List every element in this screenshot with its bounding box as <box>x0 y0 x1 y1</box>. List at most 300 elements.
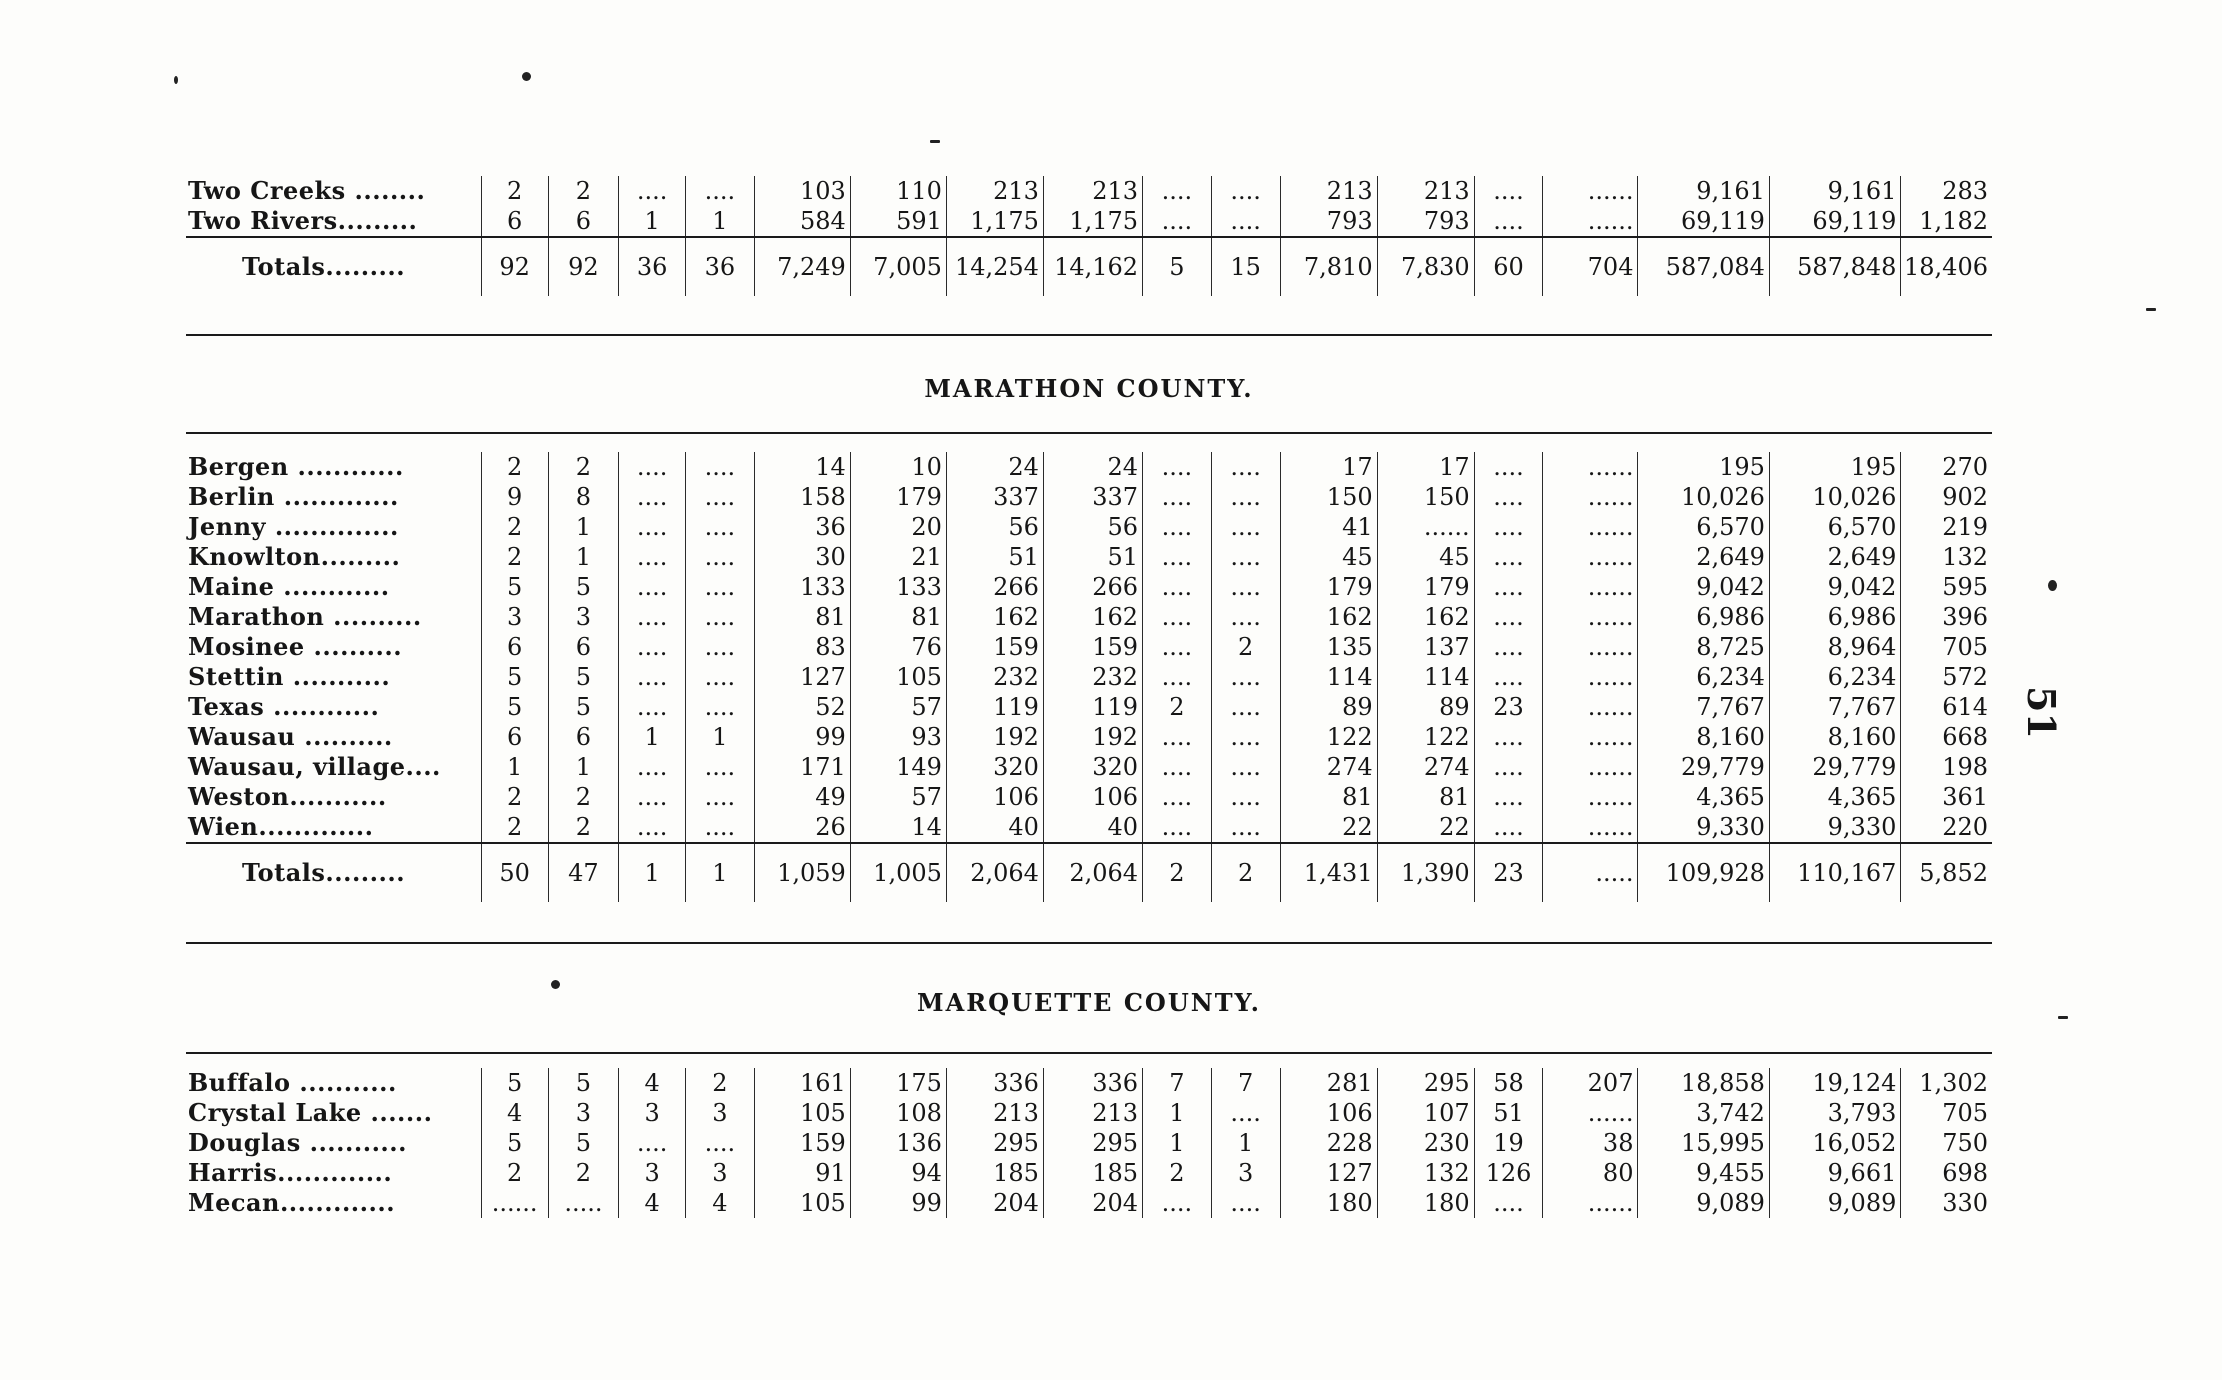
cell-c8: 2,064 <box>1043 843 1142 902</box>
cell-c4: 2 <box>686 1068 755 1098</box>
table-row <box>186 752 1992 782</box>
cell-c13: .... <box>1474 752 1543 782</box>
cell-c6: 10 <box>850 452 946 482</box>
cell-c15: 3,742 <box>1638 1098 1769 1128</box>
cell-c3: 3 <box>619 1098 686 1128</box>
table-row <box>186 572 1992 602</box>
cell-c11: 180 <box>1280 1188 1377 1218</box>
cell-c10: .... <box>1211 542 1280 572</box>
cell-c2: 2 <box>548 812 619 843</box>
cell-c16: 8,160 <box>1769 722 1900 752</box>
cell-c10: 1 <box>1211 1128 1280 1158</box>
cell-c1: 5 <box>481 1128 548 1158</box>
divider-rule <box>186 1052 1992 1054</box>
town-name: Stettin ........... <box>188 662 391 691</box>
cell-c9: .... <box>1143 206 1212 237</box>
cell-c17: 1,182 <box>1901 206 1992 237</box>
cell-c11: 793 <box>1280 206 1377 237</box>
cell-c16: 2,649 <box>1769 542 1900 572</box>
cell-c2: 1 <box>548 752 619 782</box>
cell-c10: .... <box>1211 452 1280 482</box>
cell-c12: 213 <box>1377 176 1474 206</box>
cell-c7: 320 <box>946 752 1043 782</box>
cell-c13: 126 <box>1474 1158 1543 1188</box>
cell-c13: 23 <box>1474 843 1543 902</box>
table-row <box>186 1128 1992 1158</box>
cell-c9: 1 <box>1143 1128 1212 1158</box>
cell-c4: 3 <box>686 1098 755 1128</box>
cell-c5: 30 <box>754 542 850 572</box>
cell-c3: .... <box>619 632 686 662</box>
cell-c14: ...... <box>1543 482 1638 512</box>
cell-c7: 159 <box>946 632 1043 662</box>
cell-c8: 192 <box>1043 722 1142 752</box>
cell-c9: .... <box>1143 452 1212 482</box>
cell-c14: ...... <box>1543 752 1638 782</box>
cell-c15: 6,234 <box>1638 662 1769 692</box>
totals-row <box>186 843 1992 902</box>
cell-c13: .... <box>1474 482 1543 512</box>
cell-c17: 219 <box>1901 512 1992 542</box>
cell-c11: 89 <box>1280 692 1377 722</box>
cell-c5: 161 <box>754 1068 850 1098</box>
cell-c17: 283 <box>1901 176 1992 206</box>
cell-c4: 1 <box>686 843 755 902</box>
cell-c2: 2 <box>548 452 619 482</box>
cell-c11: 122 <box>1280 722 1377 752</box>
cell-c9: 7 <box>1143 1068 1212 1098</box>
cell-c4: .... <box>686 572 755 602</box>
table-row <box>186 782 1992 812</box>
data-table <box>186 176 1992 296</box>
cell-c5: 127 <box>754 662 850 692</box>
cell-c15: 587,084 <box>1638 237 1769 296</box>
cell-c10: .... <box>1211 602 1280 632</box>
cell-c5: 159 <box>754 1128 850 1158</box>
cell-c11: 281 <box>1280 1068 1377 1098</box>
ink-speck <box>930 140 940 143</box>
cell-c15: 9,455 <box>1638 1158 1769 1188</box>
cell-c3: .... <box>619 572 686 602</box>
cell-c17: 902 <box>1901 482 1992 512</box>
town-name: Bergen ............ <box>188 452 404 481</box>
cell-c17: 614 <box>1901 692 1992 722</box>
cell-c12: 7,830 <box>1377 237 1474 296</box>
cell-c8: 14,162 <box>1043 237 1142 296</box>
cell-c14: ...... <box>1543 206 1638 237</box>
cell-c10: .... <box>1211 1188 1280 1218</box>
cell-c1: 2 <box>481 1158 548 1188</box>
town-name: Texas ............ <box>188 692 380 721</box>
data-table <box>186 452 1992 902</box>
table-row <box>186 602 1992 632</box>
cell-c13: .... <box>1474 782 1543 812</box>
cell-c3: 1 <box>619 206 686 237</box>
cell-c7: 14,254 <box>946 237 1043 296</box>
cell-c14: ...... <box>1543 542 1638 572</box>
cell-c16: 6,570 <box>1769 512 1900 542</box>
cell-c8: 213 <box>1043 176 1142 206</box>
cell-c11: 213 <box>1280 176 1377 206</box>
cell-c11: 22 <box>1280 812 1377 843</box>
cell-c6: 175 <box>850 1068 946 1098</box>
cell-c4: .... <box>686 782 755 812</box>
cell-c2: 3 <box>548 602 619 632</box>
cell-c2: 47 <box>548 843 619 902</box>
cell-c12: 1,390 <box>1377 843 1474 902</box>
cell-c16: 16,052 <box>1769 1128 1900 1158</box>
cell-c14: ...... <box>1543 572 1638 602</box>
cell-c16: 3,793 <box>1769 1098 1900 1128</box>
cell-c6: 179 <box>850 482 946 512</box>
cell-c6: 1,005 <box>850 843 946 902</box>
cell-c9: 2 <box>1143 843 1212 902</box>
cell-c4: .... <box>686 632 755 662</box>
cell-c5: 99 <box>754 722 850 752</box>
cell-c10: .... <box>1211 206 1280 237</box>
cell-c10: .... <box>1211 782 1280 812</box>
cell-c12: 230 <box>1377 1128 1474 1158</box>
cell-c9: 2 <box>1143 1158 1212 1188</box>
cell-c7: 232 <box>946 662 1043 692</box>
ink-speck <box>2146 308 2156 311</box>
cell-c8: 295 <box>1043 1128 1142 1158</box>
cell-c1: 6 <box>481 722 548 752</box>
cell-c13: .... <box>1474 812 1543 843</box>
town-name: Mecan............. <box>188 1188 396 1217</box>
cell-c12: 137 <box>1377 632 1474 662</box>
cell-c14: ...... <box>1543 782 1638 812</box>
cell-c10: .... <box>1211 1098 1280 1128</box>
cell-c7: 213 <box>946 1098 1043 1128</box>
ink-speck <box>2058 1016 2068 1019</box>
cell-c7: 1,175 <box>946 206 1043 237</box>
cell-c10: 2 <box>1211 632 1280 662</box>
cell-c11: 1,431 <box>1280 843 1377 902</box>
cell-c10: .... <box>1211 812 1280 843</box>
cell-c8: 266 <box>1043 572 1142 602</box>
cell-c7: 119 <box>946 692 1043 722</box>
cell-c6: 108 <box>850 1098 946 1128</box>
cell-c14: ...... <box>1543 176 1638 206</box>
cell-c16: 9,089 <box>1769 1188 1900 1218</box>
cell-c13: .... <box>1474 662 1543 692</box>
cell-c10: 2 <box>1211 843 1280 902</box>
cell-c17: 750 <box>1901 1128 1992 1158</box>
cell-c2: 5 <box>548 1068 619 1098</box>
cell-c14: ..... <box>1543 843 1638 902</box>
cell-c16: 110,167 <box>1769 843 1900 902</box>
cell-c6: 7,005 <box>850 237 946 296</box>
cell-c8: 336 <box>1043 1068 1142 1098</box>
table-row <box>186 206 1992 237</box>
cell-c16: 7,767 <box>1769 692 1900 722</box>
table-row <box>186 662 1992 692</box>
cell-c14: ...... <box>1543 692 1638 722</box>
cell-c7: 185 <box>946 1158 1043 1188</box>
cell-c6: 133 <box>850 572 946 602</box>
cell-c13: 60 <box>1474 237 1543 296</box>
cell-c5: 105 <box>754 1098 850 1128</box>
cell-c1: 6 <box>481 206 548 237</box>
cell-c12: 22 <box>1377 812 1474 843</box>
cell-c16: 6,234 <box>1769 662 1900 692</box>
cell-c9: .... <box>1143 602 1212 632</box>
table-row <box>186 482 1992 512</box>
cell-c3: .... <box>619 452 686 482</box>
cell-c3: 36 <box>619 237 686 296</box>
cell-c10: .... <box>1211 512 1280 542</box>
cell-c16: 19,124 <box>1769 1068 1900 1098</box>
cell-c7: 213 <box>946 176 1043 206</box>
cell-c3: .... <box>619 782 686 812</box>
cell-c3: .... <box>619 692 686 722</box>
cell-c15: 195 <box>1638 452 1769 482</box>
divider-rule <box>186 942 1992 944</box>
cell-c15: 9,089 <box>1638 1188 1769 1218</box>
divider-rule <box>186 334 1992 336</box>
table-row <box>186 1158 1992 1188</box>
cell-c5: 105 <box>754 1188 850 1218</box>
cell-c11: 81 <box>1280 782 1377 812</box>
cell-c16: 9,330 <box>1769 812 1900 843</box>
table-row <box>186 722 1992 752</box>
cell-c14: 80 <box>1543 1158 1638 1188</box>
cell-c15: 9,330 <box>1638 812 1769 843</box>
cell-c5: 158 <box>754 482 850 512</box>
cell-c7: 40 <box>946 812 1043 843</box>
cell-c6: 110 <box>850 176 946 206</box>
cell-c5: 36 <box>754 512 850 542</box>
cell-c13: .... <box>1474 176 1543 206</box>
cell-c13: .... <box>1474 1188 1543 1218</box>
cell-c2: 3 <box>548 1098 619 1128</box>
cell-c2: 2 <box>548 1158 619 1188</box>
cell-c13: 51 <box>1474 1098 1543 1128</box>
cell-c14: ...... <box>1543 1098 1638 1128</box>
page-number: 51 <box>2018 686 2064 739</box>
cell-c16: 6,986 <box>1769 602 1900 632</box>
cell-c13: 23 <box>1474 692 1543 722</box>
cell-c2: 5 <box>548 662 619 692</box>
cell-c3: 4 <box>619 1188 686 1218</box>
cell-c17: 572 <box>1901 662 1992 692</box>
cell-c11: 7,810 <box>1280 237 1377 296</box>
section-marathon <box>186 452 1992 902</box>
cell-c13: .... <box>1474 512 1543 542</box>
cell-c8: 40 <box>1043 812 1142 843</box>
cell-c4: .... <box>686 482 755 512</box>
town-name: Wausau, village.... <box>188 752 441 781</box>
cell-c11: 127 <box>1280 1158 1377 1188</box>
cell-c11: 45 <box>1280 542 1377 572</box>
cell-c10: .... <box>1211 176 1280 206</box>
town-name: Marathon .......... <box>188 602 422 631</box>
table-row <box>186 812 1992 843</box>
cell-c7: 295 <box>946 1128 1043 1158</box>
cell-c9: .... <box>1143 572 1212 602</box>
cell-c1: 3 <box>481 602 548 632</box>
cell-c4: .... <box>686 602 755 632</box>
cell-c11: 114 <box>1280 662 1377 692</box>
cell-c17: 396 <box>1901 602 1992 632</box>
cell-c8: 159 <box>1043 632 1142 662</box>
cell-c9: .... <box>1143 482 1212 512</box>
cell-c5: 26 <box>754 812 850 843</box>
cell-c4: .... <box>686 1128 755 1158</box>
cell-c9: .... <box>1143 782 1212 812</box>
cell-c1: 2 <box>481 452 548 482</box>
cell-c6: 105 <box>850 662 946 692</box>
cell-c2: 5 <box>548 1128 619 1158</box>
cell-c2: 1 <box>548 542 619 572</box>
cell-c1: 5 <box>481 1068 548 1098</box>
cell-c5: 171 <box>754 752 850 782</box>
cell-c1: 2 <box>481 512 548 542</box>
cell-c3: 3 <box>619 1158 686 1188</box>
cell-c12: 274 <box>1377 752 1474 782</box>
cell-c6: 21 <box>850 542 946 572</box>
cell-c8: 185 <box>1043 1158 1142 1188</box>
cell-c3: .... <box>619 1128 686 1158</box>
cell-c6: 81 <box>850 602 946 632</box>
cell-c8: 204 <box>1043 1188 1142 1218</box>
cell-c6: 93 <box>850 722 946 752</box>
cell-c17: 198 <box>1901 752 1992 782</box>
cell-c5: 584 <box>754 206 850 237</box>
table-row <box>186 512 1992 542</box>
cell-c1: 9 <box>481 482 548 512</box>
cell-c6: 99 <box>850 1188 946 1218</box>
table-row <box>186 176 1992 206</box>
cell-c1: 5 <box>481 662 548 692</box>
cell-c14: 38 <box>1543 1128 1638 1158</box>
cell-c14: ...... <box>1543 722 1638 752</box>
cell-c7: 2,064 <box>946 843 1043 902</box>
section-heading-marathon: MARATHON COUNTY. <box>924 374 1254 403</box>
cell-c17: 220 <box>1901 812 1992 843</box>
cell-c12: 180 <box>1377 1188 1474 1218</box>
town-name: Douglas ........... <box>188 1128 407 1157</box>
cell-c15: 2,649 <box>1638 542 1769 572</box>
town-name: Harris............. <box>188 1158 393 1187</box>
cell-c15: 69,119 <box>1638 206 1769 237</box>
table-row <box>186 542 1992 572</box>
ink-speck <box>174 76 178 84</box>
cell-c6: 57 <box>850 782 946 812</box>
section-heading-marquette: MARQUETTE COUNTY. <box>917 988 1261 1017</box>
cell-c11: 106 <box>1280 1098 1377 1128</box>
cell-c1: 92 <box>481 237 548 296</box>
cell-c13: .... <box>1474 542 1543 572</box>
section-two-rivers-tail <box>186 176 1992 296</box>
cell-c13: .... <box>1474 572 1543 602</box>
cell-c14: 207 <box>1543 1068 1638 1098</box>
cell-c12: 107 <box>1377 1098 1474 1128</box>
cell-c15: 4,365 <box>1638 782 1769 812</box>
cell-c12: 122 <box>1377 722 1474 752</box>
cell-c4: .... <box>686 512 755 542</box>
cell-c15: 8,160 <box>1638 722 1769 752</box>
cell-c14: 704 <box>1543 237 1638 296</box>
cell-c15: 29,779 <box>1638 752 1769 782</box>
cell-c12: 17 <box>1377 452 1474 482</box>
town-name: Knowlton......... <box>188 542 401 571</box>
cell-c10: .... <box>1211 692 1280 722</box>
cell-c16: 587,848 <box>1769 237 1900 296</box>
cell-c4: .... <box>686 452 755 482</box>
cell-c13: .... <box>1474 452 1543 482</box>
data-table <box>186 1068 1992 1218</box>
cell-c1: 5 <box>481 572 548 602</box>
cell-c4: .... <box>686 752 755 782</box>
table-row <box>186 452 1992 482</box>
cell-c15: 8,725 <box>1638 632 1769 662</box>
ink-speck <box>2048 580 2057 591</box>
cell-c8: 162 <box>1043 602 1142 632</box>
cell-c2: 6 <box>548 206 619 237</box>
cell-c2: 1 <box>548 512 619 542</box>
cell-c3: .... <box>619 176 686 206</box>
cell-c5: 49 <box>754 782 850 812</box>
cell-c3: .... <box>619 542 686 572</box>
cell-c5: 81 <box>754 602 850 632</box>
cell-c6: 76 <box>850 632 946 662</box>
town-name: Buffalo ........... <box>188 1068 397 1097</box>
cell-c16: 8,964 <box>1769 632 1900 662</box>
cell-c1: 5 <box>481 692 548 722</box>
cell-c12: 45 <box>1377 542 1474 572</box>
cell-c8: 106 <box>1043 782 1142 812</box>
cell-c13: .... <box>1474 632 1543 662</box>
cell-c10: .... <box>1211 722 1280 752</box>
cell-c1: 1 <box>481 752 548 782</box>
cell-c6: 20 <box>850 512 946 542</box>
cell-c11: 150 <box>1280 482 1377 512</box>
cell-c16: 29,779 <box>1769 752 1900 782</box>
cell-c17: 132 <box>1901 542 1992 572</box>
cell-c3: .... <box>619 602 686 632</box>
cell-c3: 4 <box>619 1068 686 1098</box>
cell-c14: ...... <box>1543 632 1638 662</box>
cell-c14: ...... <box>1543 812 1638 843</box>
cell-c16: 69,119 <box>1769 206 1900 237</box>
cell-c5: 14 <box>754 452 850 482</box>
table-row <box>186 632 1992 662</box>
cell-c1: 50 <box>481 843 548 902</box>
cell-c1: 2 <box>481 782 548 812</box>
cell-c9: .... <box>1143 1188 1212 1218</box>
cell-c10: .... <box>1211 662 1280 692</box>
cell-c6: 94 <box>850 1158 946 1188</box>
cell-c8: 232 <box>1043 662 1142 692</box>
cell-c11: 228 <box>1280 1128 1377 1158</box>
cell-c13: .... <box>1474 722 1543 752</box>
cell-c12: 114 <box>1377 662 1474 692</box>
totals-label: Totals......... <box>186 237 481 296</box>
cell-c9: .... <box>1143 662 1212 692</box>
cell-c7: 266 <box>946 572 1043 602</box>
cell-c2: 8 <box>548 482 619 512</box>
cell-c2: ..... <box>548 1188 619 1218</box>
cell-c6: 57 <box>850 692 946 722</box>
cell-c9: .... <box>1143 512 1212 542</box>
cell-c1: 2 <box>481 542 548 572</box>
cell-c3: .... <box>619 752 686 782</box>
cell-c12: 81 <box>1377 782 1474 812</box>
cell-c8: 1,175 <box>1043 206 1142 237</box>
cell-c7: 106 <box>946 782 1043 812</box>
